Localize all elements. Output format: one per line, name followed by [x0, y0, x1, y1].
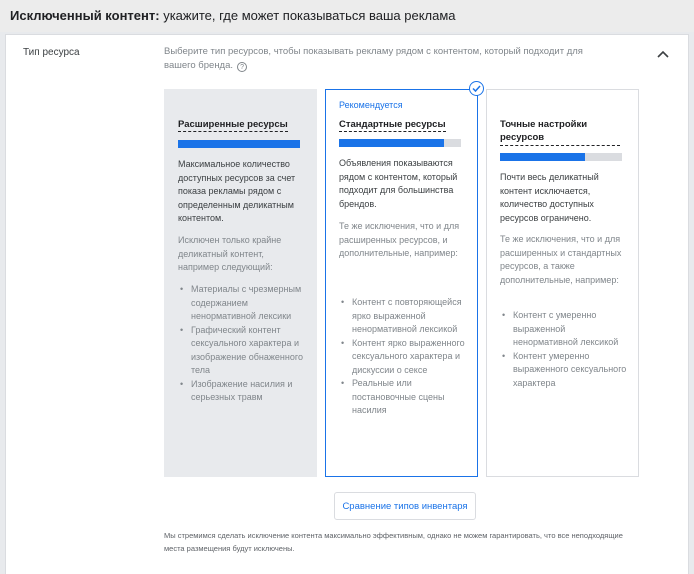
list-item: • Контент с повторяющейся ярко выраженной ненормативной лексикой [339, 296, 469, 337]
list-item: • Материалы с чрезмерным содержанием ненормативной лексики [178, 283, 308, 324]
card-limited-level-bar [500, 153, 622, 161]
card-broad-title: Расширенные ресурсы [178, 119, 288, 130]
list-item: • Графический контент сексуального характера и изображение обнаженного тела [178, 324, 308, 378]
section-description [164, 45, 604, 73]
list-item: • Контент с умеренно выраженной ненормативной лексикой [500, 309, 630, 350]
chevron-up-icon[interactable] [656, 47, 670, 61]
footnote: Мы стремимся сделать исключение контента максимально эффективным, однако не можем гарантировать, что все неподходящие места размещения будут исключены. [164, 531, 623, 553]
card-standard-level-fill [339, 139, 444, 147]
resource-type-panel [5, 34, 689, 574]
card-limited-bullets [500, 309, 630, 390]
card-limited-sub-text: Те же исключения, что и для расширенных и стандартных ресурсов, а также дополнительные, например: [500, 234, 622, 285]
header-title-bold: Исключенный контент: [10, 8, 160, 23]
card-standard-sub-text: Те же исключения, что и для расширенных ресурсов, и дополнительные, например: [339, 221, 460, 258]
card-standard-main-text: Объявления показываются рядом с контентом, который подходит для большинства брендов. [339, 158, 458, 209]
card-limited-main-text: Почти весь деликатный контент исключается, количество доступных ресурсов ограничено. [500, 172, 599, 223]
recommended-badge: Рекомендуется [339, 100, 403, 110]
section-label: Тип ресурса [23, 47, 80, 58]
list-item: • Контент ярко выраженного сексуального характера и дискуссии о сексе [339, 337, 469, 378]
card-limited-title: Точные настройки ресурсов [500, 118, 620, 146]
card-limited-inventory[interactable] [486, 89, 639, 477]
card-standard-bullets [339, 296, 469, 418]
list-item: • Изображение насилия и серьезных травм [178, 378, 308, 405]
help-icon[interactable]: ? [237, 62, 247, 72]
list-item: • Реальные или постановочные сцены насилия [339, 377, 469, 418]
card-broad-inventory[interactable] [164, 89, 317, 477]
header-title-rest: укажите, где может показываться ваша реклама [159, 8, 456, 23]
card-broad-level-fill [178, 140, 300, 148]
list-item: • Контент умеренно выраженного сексуального характера [500, 350, 630, 391]
card-limited-level-fill [500, 153, 585, 161]
card-standard-level-bar [339, 139, 461, 147]
section-header [0, 0, 694, 32]
card-standard-inventory[interactable] [325, 89, 478, 477]
selected-check-icon [469, 81, 484, 96]
card-broad-main-text: Максимальное количество доступных ресурсов за счет показа рекламы рядом с определенным деликатным контентом. [178, 159, 296, 223]
card-broad-level-bar [178, 140, 300, 148]
card-standard-title: Стандартные ресурсы [339, 119, 446, 130]
card-broad-bullets [178, 283, 308, 405]
compare-inventory-types-button[interactable]: Сравнение типов инвентаря [334, 492, 476, 520]
description-text: Выберите тип ресурсов, чтобы показывать рекламу рядом с контентом, который подходит для вашего бренда. [164, 46, 583, 71]
card-broad-sub-text: Исключен только крайне деликатный контент, например следующий: [178, 235, 282, 272]
